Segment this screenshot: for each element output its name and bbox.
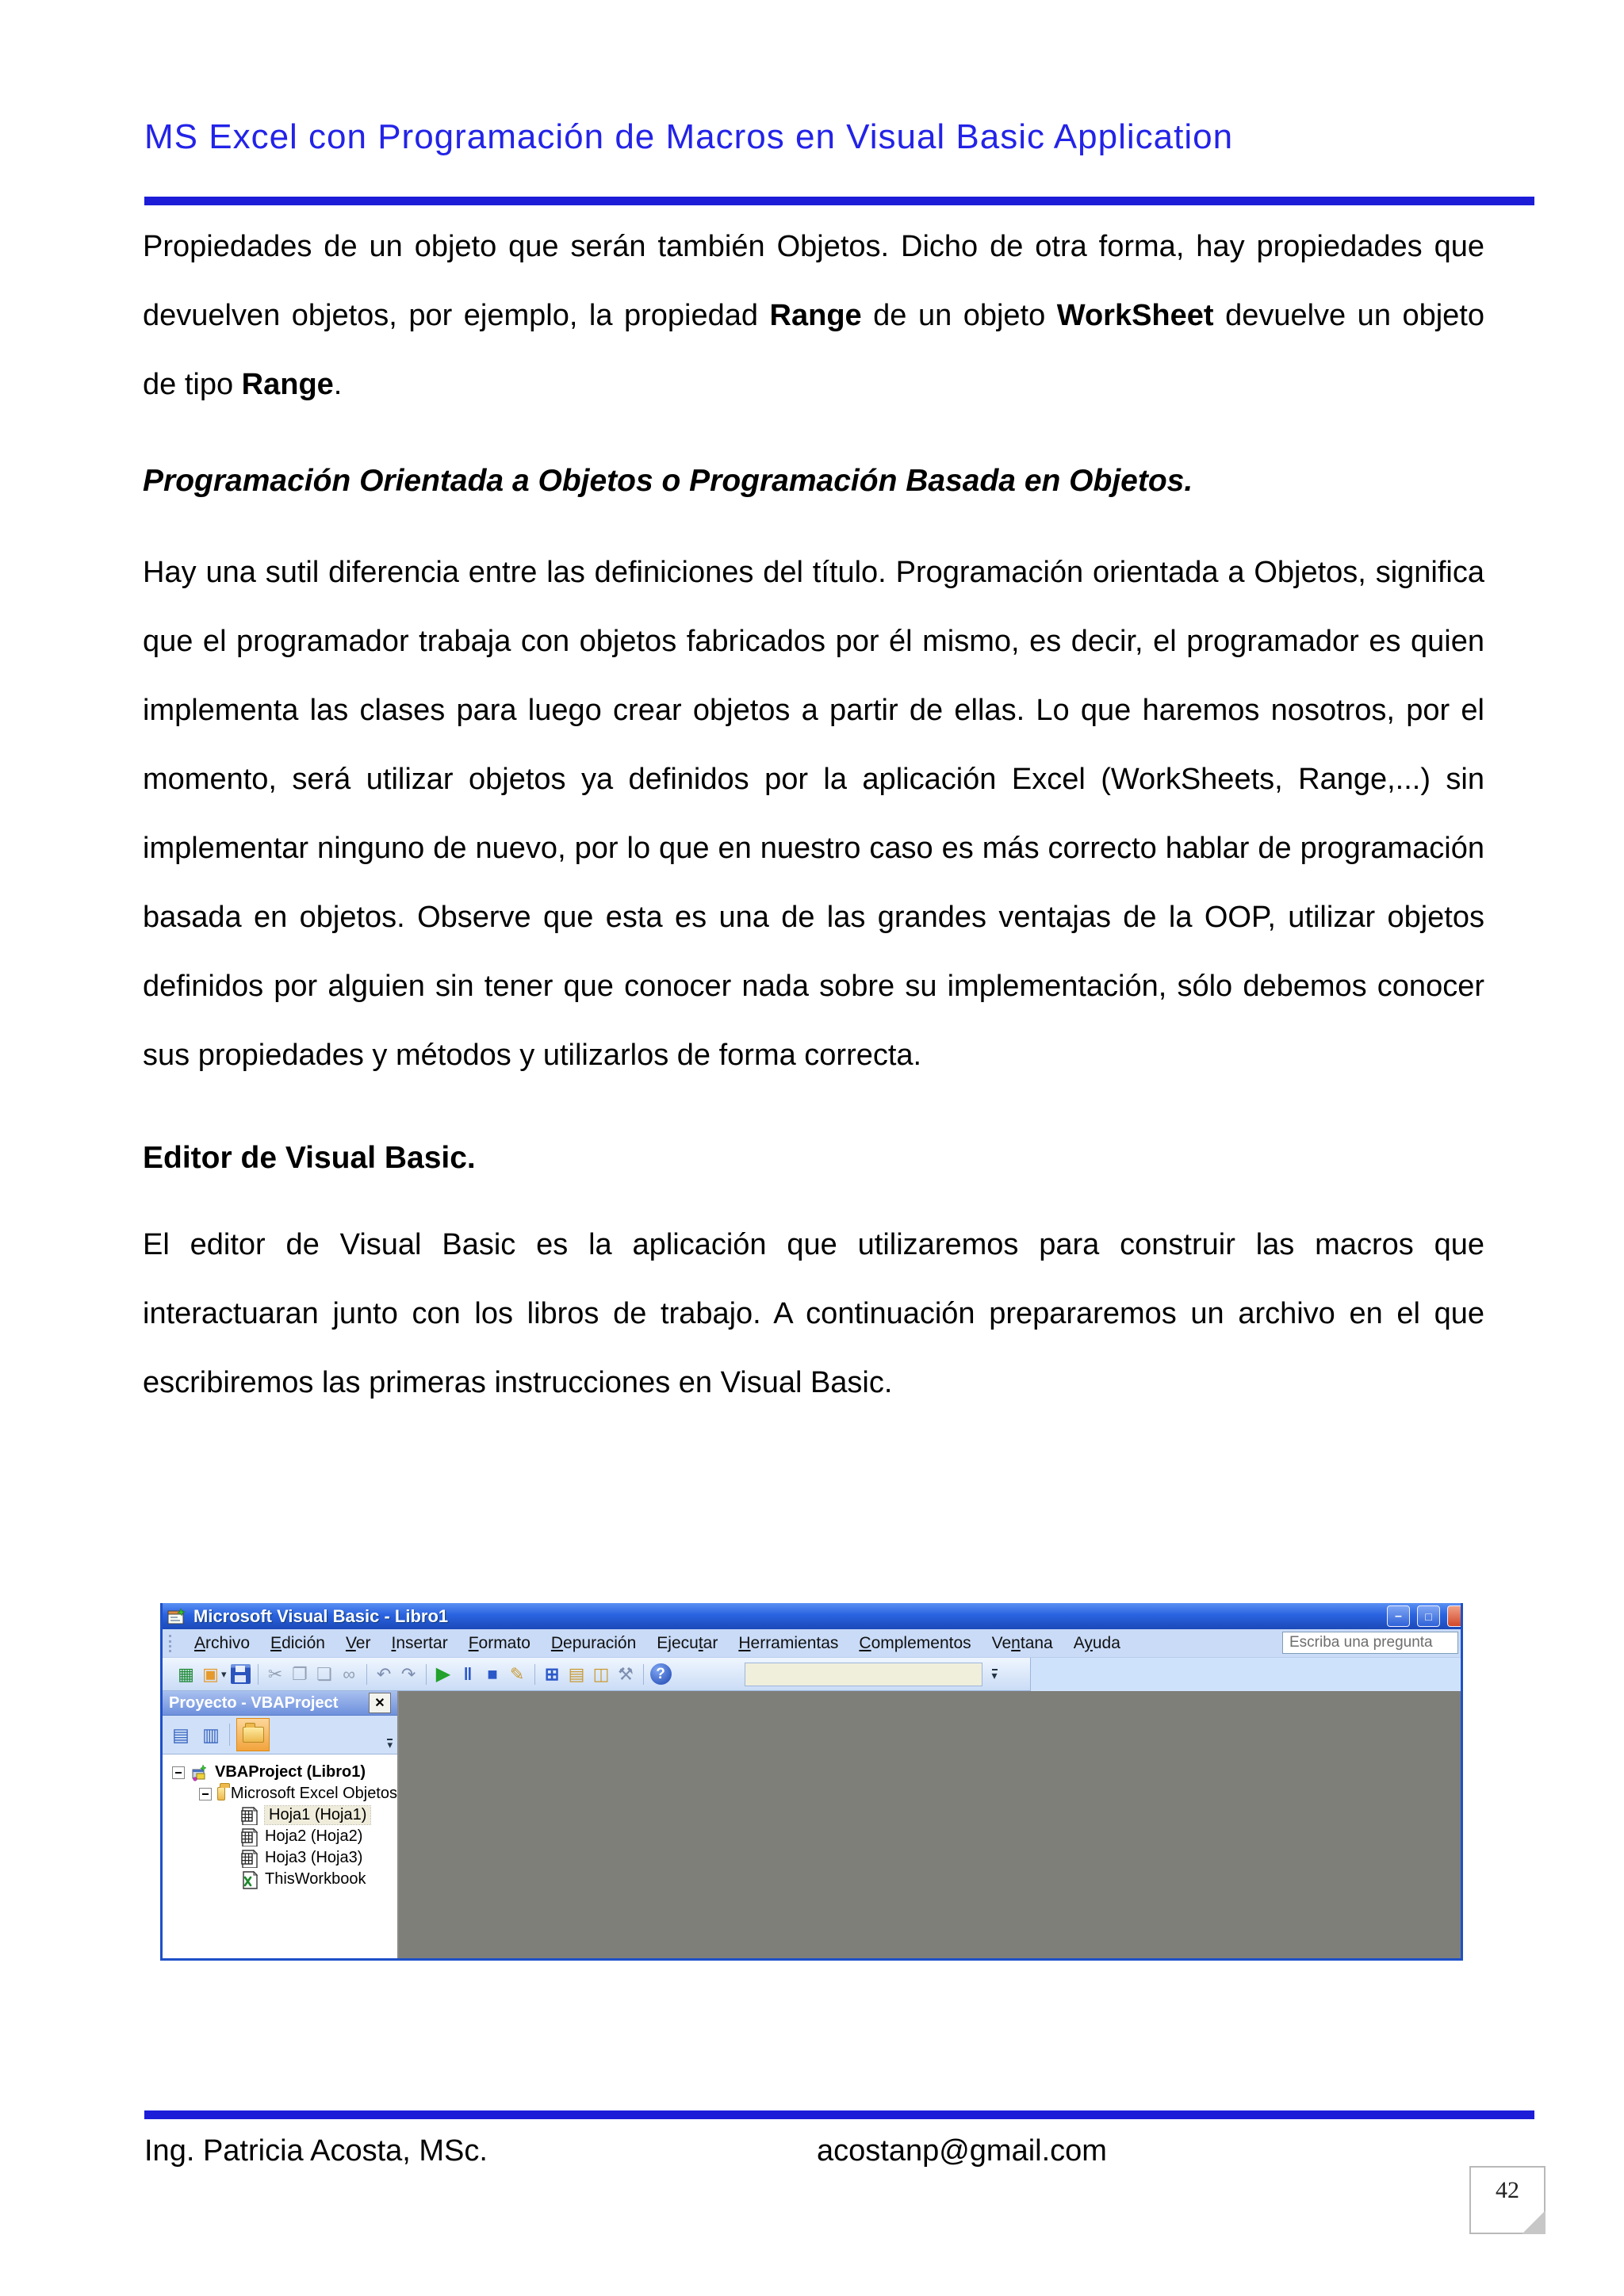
find-icon[interactable]: ∞ xyxy=(343,1663,355,1684)
project-panel-header[interactable] xyxy=(163,1691,397,1716)
document-header-title: MS Excel con Programación de Macros en Visual Basic Application xyxy=(144,117,1234,156)
insert-userform-caret-icon[interactable]: ▾ xyxy=(221,1667,227,1680)
toolbar-separator xyxy=(366,1664,367,1685)
toolbar-separator xyxy=(643,1664,644,1685)
paragraph-properties xyxy=(143,212,1484,419)
project-panel-close-icon[interactable]: ✕ xyxy=(369,1693,391,1713)
bold-range: Range xyxy=(769,299,862,332)
toolbar-combo[interactable] xyxy=(745,1663,982,1686)
menu-ventana[interactable]: Ventana xyxy=(991,1633,1053,1652)
bold-range: Range xyxy=(241,368,334,401)
menu-formato[interactable]: Formato xyxy=(468,1633,530,1652)
vbe-titlebar[interactable] xyxy=(163,1603,1461,1629)
insert-userform-icon[interactable]: ▣ xyxy=(202,1663,219,1684)
worksheet-icon xyxy=(240,1827,259,1846)
vba-project-icon xyxy=(190,1764,209,1781)
copy-icon[interactable]: ❐ xyxy=(292,1663,308,1684)
menu-ayuda[interactable]: Ayuda xyxy=(1073,1633,1120,1652)
tree-item-hoja3[interactable] xyxy=(163,1847,397,1869)
redo-icon[interactable]: ↷ xyxy=(400,1663,416,1684)
panel-overflow-icon[interactable]: ▾ xyxy=(387,1739,393,1751)
menu-complementos[interactable]: Complementos xyxy=(859,1633,971,1652)
heading-oop: Programación Orientada a Objetos o Programación Basada en Objetos. xyxy=(143,464,1193,498)
page-number: 42 xyxy=(1496,2177,1519,2203)
paragraph-text: Propiedades de un objeto que serán también Objetos. Dicho de otra forma, hay propiedades que devuelven objetos, por ejemplo, la propiedad xyxy=(143,230,1484,332)
tree-label: Microsoft Excel Objetos xyxy=(230,1785,397,1802)
maximize-button[interactable]: □ xyxy=(1417,1605,1440,1627)
view-excel-icon[interactable]: ▦ xyxy=(178,1663,194,1684)
paragraph-text: devuelve un objeto de tipo xyxy=(143,299,1484,401)
vbe-window-title: Microsoft Visual Basic - Libro1 xyxy=(193,1605,449,1626)
close-button[interactable] xyxy=(1447,1605,1461,1627)
tree-label-selected: Hoja1 (Hoja1) xyxy=(265,1806,370,1824)
save-icon[interactable] xyxy=(231,1664,251,1684)
cut-icon[interactable]: ✂ xyxy=(267,1663,283,1684)
tree-label: Hoja2 (Hoja2) xyxy=(265,1827,363,1845)
menu-insertar[interactable]: Insertar xyxy=(391,1633,448,1652)
toolbar-separator xyxy=(426,1664,427,1685)
project-tree xyxy=(163,1755,397,1958)
reset-icon[interactable]: ■ xyxy=(487,1663,498,1684)
project-panel-title: Proyecto - VBAProject xyxy=(169,1693,339,1712)
project-panel-toolbar xyxy=(163,1716,397,1755)
folder-icon xyxy=(243,1727,264,1743)
worksheet-icon xyxy=(240,1806,259,1825)
footer-divider xyxy=(144,2110,1534,2119)
project-explorer-icon[interactable]: ⊞ xyxy=(544,1663,560,1684)
menu-depuracion[interactable]: Depuración xyxy=(550,1633,637,1652)
toolbar-overflow-icon[interactable]: ▾ xyxy=(991,1668,998,1682)
toolbar-separator xyxy=(258,1664,259,1685)
tree-label: ThisWorkbook xyxy=(265,1870,366,1888)
tree-item-hoja1[interactable] xyxy=(163,1804,397,1826)
collapse-icon[interactable] xyxy=(199,1788,212,1800)
design-mode-icon[interactable]: ✎ xyxy=(509,1663,525,1684)
heading-editor: Editor de Visual Basic. xyxy=(143,1141,476,1175)
worksheet-icon xyxy=(240,1849,259,1868)
toolbar-separator xyxy=(229,1724,230,1746)
project-explorer-panel xyxy=(163,1691,399,1958)
tree-label: VBAProject (Libro1) xyxy=(215,1763,366,1781)
page-number-box xyxy=(1469,2166,1545,2234)
vbe-window xyxy=(160,1603,1463,1961)
footer-author: Ing. Patricia Acosta, MSc. xyxy=(144,2134,488,2168)
tree-label: Hoja3 (Hoja3) xyxy=(265,1849,363,1866)
page-corner-fold xyxy=(1522,2210,1545,2234)
undo-icon[interactable]: ↶ xyxy=(376,1663,392,1684)
header-divider xyxy=(144,197,1534,205)
ask-question-input[interactable] xyxy=(1282,1632,1458,1654)
toggle-folders-button[interactable] xyxy=(236,1718,270,1751)
vbe-toolbar-row xyxy=(163,1658,1461,1692)
view-object-icon[interactable]: ▥ xyxy=(202,1724,220,1745)
menu-archivo[interactable]: Archivo xyxy=(194,1633,251,1652)
toolbox-icon[interactable]: ⚒ xyxy=(618,1663,634,1684)
paragraph-oop: Hay una sutil diferencia entre las definiciones del título. Programación orientada a Objetos, significa que el programador trabaja con objetos fabricados por él mismo, es decir, el programador es quien implementa las clases para luego crear objetos a partir de ellas. Lo que haremos nosotros, por el momento, será utilizar objetos ya definidos por la aplicación Excel (WorkSheets, Range,...) sin implementar ninguno de nuevo, por lo que en nuestro caso es más correcto hablar de programación basada en objetos. Observe que esta es una de las grandes ventajas de la OOP, utilizar objetos definidos por alguien sin tener que conocer nada sobre su implementación, sólo debemos conocer sus propiedades y métodos y utilizarlos de forma correcta. xyxy=(143,556,1484,1072)
workbook-icon xyxy=(240,1870,259,1889)
menu-edicion[interactable]: Edición xyxy=(270,1633,325,1652)
paragraph-text: de un objeto xyxy=(861,299,1057,332)
menu-ver[interactable]: Ver xyxy=(345,1633,371,1652)
view-code-icon[interactable]: ▤ xyxy=(172,1724,190,1745)
vbe-menubar xyxy=(163,1629,1461,1658)
footer-email: acostanp@gmail.com xyxy=(817,2134,1107,2168)
help-icon[interactable]: ? xyxy=(650,1663,672,1685)
paste-icon[interactable]: ❏ xyxy=(316,1663,332,1684)
menubar-grip[interactable] xyxy=(169,1635,174,1652)
object-browser-icon[interactable]: ◫ xyxy=(592,1663,610,1684)
break-icon[interactable]: ‖ xyxy=(463,1663,473,1684)
tree-item-thisworkbook[interactable] xyxy=(163,1869,397,1890)
paragraph-editor: El editor de Visual Basic es la aplicación que utilizaremos para construir las macros que interactuaran junto con los libros de trabajo. A continuación prepararemos un archivo en el que escribiremos las primeras instrucciones en Visual Basic. xyxy=(143,1228,1484,1399)
tree-item-hoja2[interactable] xyxy=(163,1826,397,1847)
menu-herramientas[interactable]: Herramientas xyxy=(738,1633,839,1652)
properties-window-icon[interactable]: ▤ xyxy=(568,1663,585,1684)
vb-app-icon xyxy=(167,1608,186,1625)
collapse-icon[interactable] xyxy=(172,1766,185,1779)
toolbar-separator xyxy=(534,1664,535,1685)
run-icon[interactable]: ▶ xyxy=(435,1663,451,1685)
menu-ejecutar[interactable]: Ejecutar xyxy=(657,1633,718,1652)
tree-item-vbaproject[interactable] xyxy=(163,1762,397,1783)
tree-item-excel-objects[interactable] xyxy=(163,1783,397,1804)
folder-icon xyxy=(217,1787,225,1800)
bold-worksheet: WorkSheet xyxy=(1056,299,1214,332)
paragraph-text: . xyxy=(333,368,343,401)
vbe-toolbar xyxy=(163,1658,1031,1691)
minimize-button[interactable]: – xyxy=(1387,1605,1410,1627)
document-body xyxy=(143,212,1484,1418)
